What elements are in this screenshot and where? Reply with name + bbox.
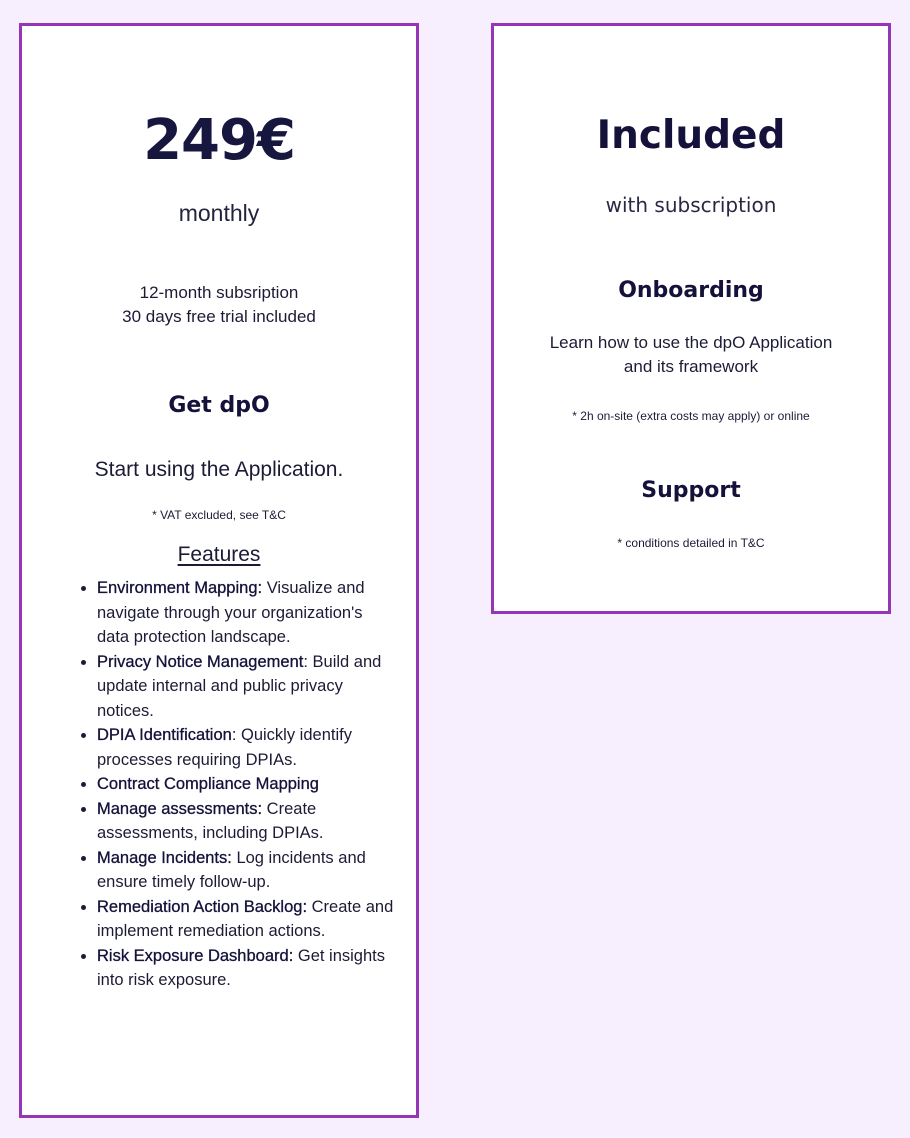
feature-sep: : <box>257 799 263 818</box>
pricing-card-subscription <box>19 23 419 1118</box>
feature-desc: Log incidents and ensure timely follow-up. <box>97 848 366 891</box>
feature-desc: Visualize and navigate through your organization's data protection landscape. <box>97 579 365 646</box>
features-heading-text: Features <box>177 543 261 566</box>
feature-sep: : <box>227 848 232 867</box>
feature-name: Privacy Notice Management <box>97 652 304 671</box>
feature-name: DPIA Identification <box>97 726 232 744</box>
onboarding-desc-line: and its framework <box>623 357 759 376</box>
get-dpo-heading: Get dpO <box>168 393 270 418</box>
feature-item <box>97 846 397 895</box>
subscription-terms <box>22 281 416 329</box>
included-heading: Included <box>596 113 786 158</box>
onboarding-note: * 2h on-site (extra costs may apply) or online <box>572 409 810 423</box>
billing-period: monthly <box>178 200 260 226</box>
feature-name: Remediation Action Backlog <box>97 897 303 916</box>
feature-name: Environment Mapping <box>97 579 258 597</box>
included-subtitle: with subscription <box>605 193 777 217</box>
feature-name: Manage Incidents <box>97 848 228 867</box>
feature-item <box>97 650 397 724</box>
feature-sep: : <box>303 652 308 671</box>
feature-name: Contract Compliance Mapping <box>97 775 319 793</box>
feature-item <box>97 895 397 944</box>
feature-desc: Get insights into risk exposure. <box>97 946 385 989</box>
support-note: * conditions detailed in T&C <box>617 536 765 550</box>
feature-item <box>97 723 397 772</box>
features-heading <box>22 541 416 569</box>
feature-desc: Create and implement remediation actions. <box>97 897 394 940</box>
vat-note: * VAT excluded, see T&C <box>152 508 286 522</box>
feature-sep: : <box>231 726 237 744</box>
feature-desc: Quickly identify processes requiring DPIAs. <box>97 726 352 769</box>
feature-name: Manage assessments <box>97 799 258 818</box>
feature-sep: : <box>257 579 263 597</box>
feature-item <box>97 944 397 993</box>
included-services-card <box>491 23 891 614</box>
onboarding-heading: Onboarding <box>618 278 764 303</box>
feature-item <box>97 772 397 797</box>
feature-item <box>97 576 397 650</box>
feature-item <box>97 797 397 846</box>
feature-desc: Create assessments, including DPIAs. <box>97 799 324 842</box>
terms-trial: 30 days free trial included <box>122 307 316 326</box>
support-heading: Support <box>641 478 741 503</box>
feature-sep: : <box>288 946 294 965</box>
cta-subtitle: Start using the Application. <box>94 458 344 481</box>
feature-desc: Build and update internal and public privacy notices. <box>97 652 382 720</box>
price: 249€ <box>143 108 295 173</box>
feature-name: Risk Exposure Dashboard <box>97 946 289 965</box>
onboarding-description <box>494 331 888 379</box>
feature-sep: : <box>302 897 308 916</box>
terms-duration: 12-month subsription <box>139 283 299 302</box>
onboarding-desc-line: Learn how to use the dpO Application <box>549 333 833 352</box>
features-list <box>77 576 397 993</box>
